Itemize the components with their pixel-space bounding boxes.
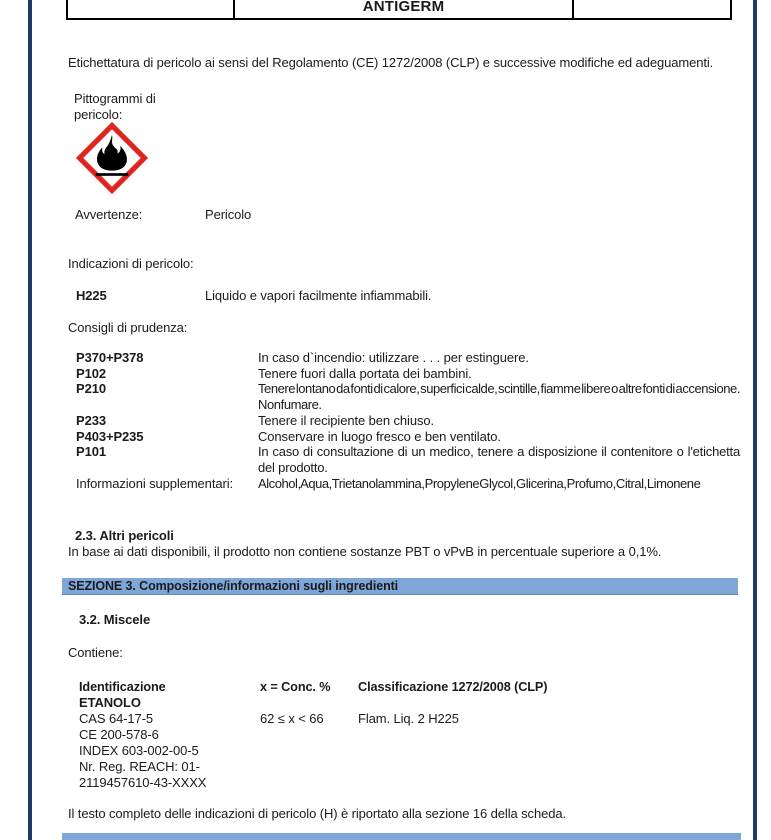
p-text: Conservare in luogo fresco e ben ventilato. (258, 428, 501, 444)
substance-cas: CAS 64-17-5 (79, 711, 154, 726)
precautionary-statements (76, 350, 740, 491)
p-statement-row (76, 350, 740, 366)
substance-identification (79, 695, 260, 791)
p-statement-row (76, 381, 740, 412)
p-code: P102 (76, 365, 106, 381)
pictograms-label: Pittogrammi di pericolo: (74, 91, 156, 122)
header-cell-left (68, 0, 233, 18)
p-code: P101 (76, 444, 106, 460)
next-section-banner-partial (62, 833, 741, 840)
header-table (66, 0, 732, 20)
p-text: Tenere il recipiente ben chiuso. (258, 412, 435, 428)
p-text: In caso d`incendio: utilizzare . . . per estinguere. (258, 350, 529, 365)
substance-name: ETANOLO (79, 695, 141, 710)
section-3-footer-note: Il testo completo delle indicazioni di pericolo (H) è riportato alla sezione 16 della scheda. (68, 806, 566, 821)
p-text: Tenere lontano da fonti di calore, superfici calde, scintille, fiamme libere o altre fonti di accensione. Non fumare. (258, 381, 740, 413)
column-header-identification: Identificazione (79, 680, 166, 694)
product-name: ANTIGERM (233, 0, 574, 18)
p-code: P403+P235 (76, 428, 144, 444)
composition-table (79, 679, 547, 791)
column-header-concentration: x = Conc. % (260, 680, 331, 694)
p-statement-row (76, 413, 740, 429)
hazard-statements-heading: Indicazioni di pericolo: (68, 256, 194, 271)
substance-ce: CE 200-578-6 (79, 727, 159, 742)
substance-reach-line2: 2119457610-43-XXXX (79, 775, 207, 790)
supplementary-info-row (76, 476, 740, 492)
p-code: P210 (76, 381, 106, 397)
column-header-classification: Classificazione 1272/2008 (CLP) (358, 680, 548, 694)
p-statement-row (76, 429, 740, 445)
substance-reach-line1: Nr. Reg. REACH: 01- (79, 759, 200, 774)
section-2-3-body: In base ai dati disponibili, il prodotto non contiene sostanze PBT o vPvB in percentuale superiore a 0,1%. (68, 544, 662, 559)
supplementary-label: Informazioni supplementari: (76, 475, 233, 491)
hazard-statement-row (76, 288, 431, 303)
p-statement-row (76, 444, 740, 475)
signal-word-value: Pericolo (205, 207, 252, 222)
hazard-text: Liquido e vapori facilmente infiammabili. (205, 288, 432, 303)
signal-word-row (75, 207, 251, 222)
substance-index: INDEX 603-002-00-5 (79, 743, 199, 758)
supplementary-text: Alcohol, Aqua, Trietanolammina, Propylene Glycol, Glicerina, Profumo, Citral, Limonene (258, 475, 701, 491)
p-text: In caso di consultazione di un medico, tenere a disposizione il contenitore o l'etichetta del prodotto. (258, 444, 740, 475)
substance-concentration: 62 ≤ x < 66 (260, 711, 324, 726)
p-text: Tenere fuori dalla portata dei bambini. (258, 365, 472, 381)
header-cell-right (574, 0, 730, 18)
section-2-3-heading: 2.3. Altri pericoli (75, 528, 174, 543)
p-code: P233 (76, 412, 106, 428)
substance-classification: Flam. Liq. 2 H225 (358, 711, 459, 726)
ghs02-flame-icon (75, 120, 149, 196)
page-border-left (28, 0, 32, 840)
section-3-2-heading: 3.2. Miscele (79, 612, 151, 627)
contains-label: Contiene: (68, 645, 123, 660)
page-border-right (753, 0, 757, 840)
signal-word-label: Avvertenze: (75, 207, 143, 222)
labelling-intro-text: Etichettatura di pericolo ai sensi del Regolamento (CE) 1272/2008 (CLP) e successive modifiche ed adeguamenti. (68, 55, 714, 70)
section-3-banner: SEZIONE 3. Composizione/informazioni sugli ingredienti (62, 578, 738, 595)
p-statement-row (76, 366, 740, 382)
p-code: P370+P378 (76, 350, 144, 365)
hazard-code: H225 (76, 288, 107, 303)
precaution-heading: Consigli di prudenza: (68, 320, 188, 335)
